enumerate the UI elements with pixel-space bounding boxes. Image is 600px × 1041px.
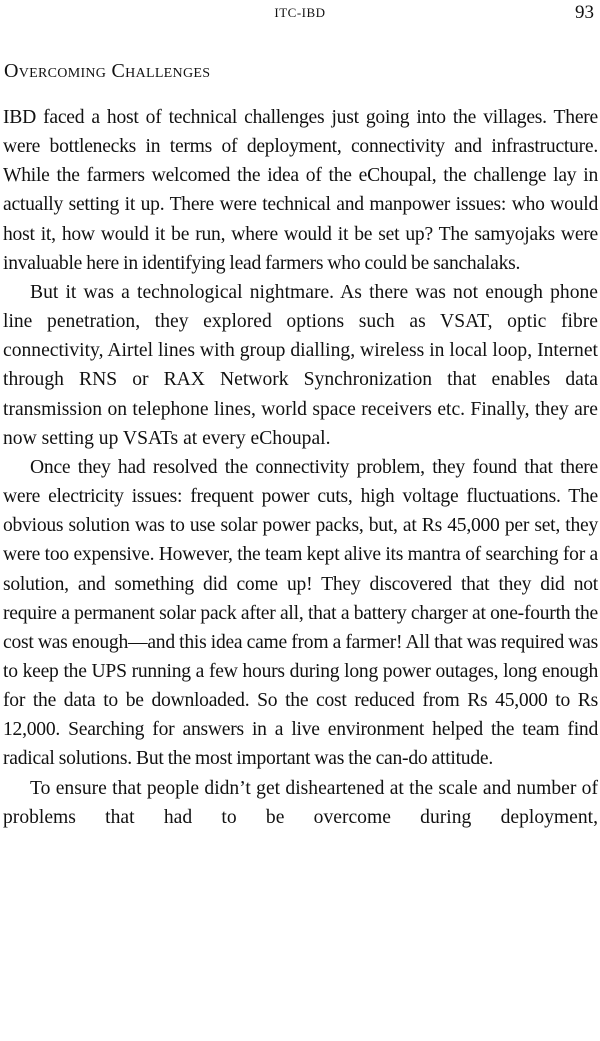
paragraph-3: Once they had resolved the connectivity problem, they found that there were electricity issues: frequent power cuts, high voltage fluctuations. The obvious solution was to use solar power packs, but, at Rs 45,000 per set, they were too expensive. However, the team kept alive its mantra of searching for a solution, and something did come up! They discovered that they did not require a permanent solar pack after all, that a battery charger at one-fourth the cost was enough—and this idea came from a farmer! All that was required was to keep the UPS running a few hours during long power outages, long enough for the data to be downloaded. So the cost reduced from Rs 45,000 to Rs 12,000. Searching for answers in a live environment helped the team find radical solutions. But the most important was the can-do attitude. <box>3 456 598 770</box>
paragraph-1: IBD faced a host of technical challenges just going into the villages. There were bottlenecks in terms of deployment, connectivity and infrastructure. While the farmers welcomed the idea of the eChoupal, the challenge lay in actually setting it up. There were technical and manpower issues: who would host it, how would it be run, where would it be set up? The samyojaks were invaluable here in identifying lead farmers who could be sanchalaks. <box>3 107 598 274</box>
section-heading: Overcoming Challenges <box>4 60 211 82</box>
body-text <box>3 103 598 832</box>
paragraph-4: To ensure that people didn’t get disheartened at the scale and number of problems that had to be overcome during deployment, <box>3 777 598 828</box>
running-title: ITC-IBD <box>274 5 326 20</box>
page-number: 93 <box>575 2 594 23</box>
running-head <box>0 2 600 24</box>
paragraph-2: But it was a technological nightmare. As there was not enough phone line penetration, they explored options such as VSAT, optic fibre connectivity, Airtel lines with group dialling, wireless in local loop, Internet through RNS or RAX Network Synchronization that enables data transmission on telephone lines, world space receivers etc. Finally, they are now setting up VSATs at every eChoupal. <box>3 281 598 449</box>
